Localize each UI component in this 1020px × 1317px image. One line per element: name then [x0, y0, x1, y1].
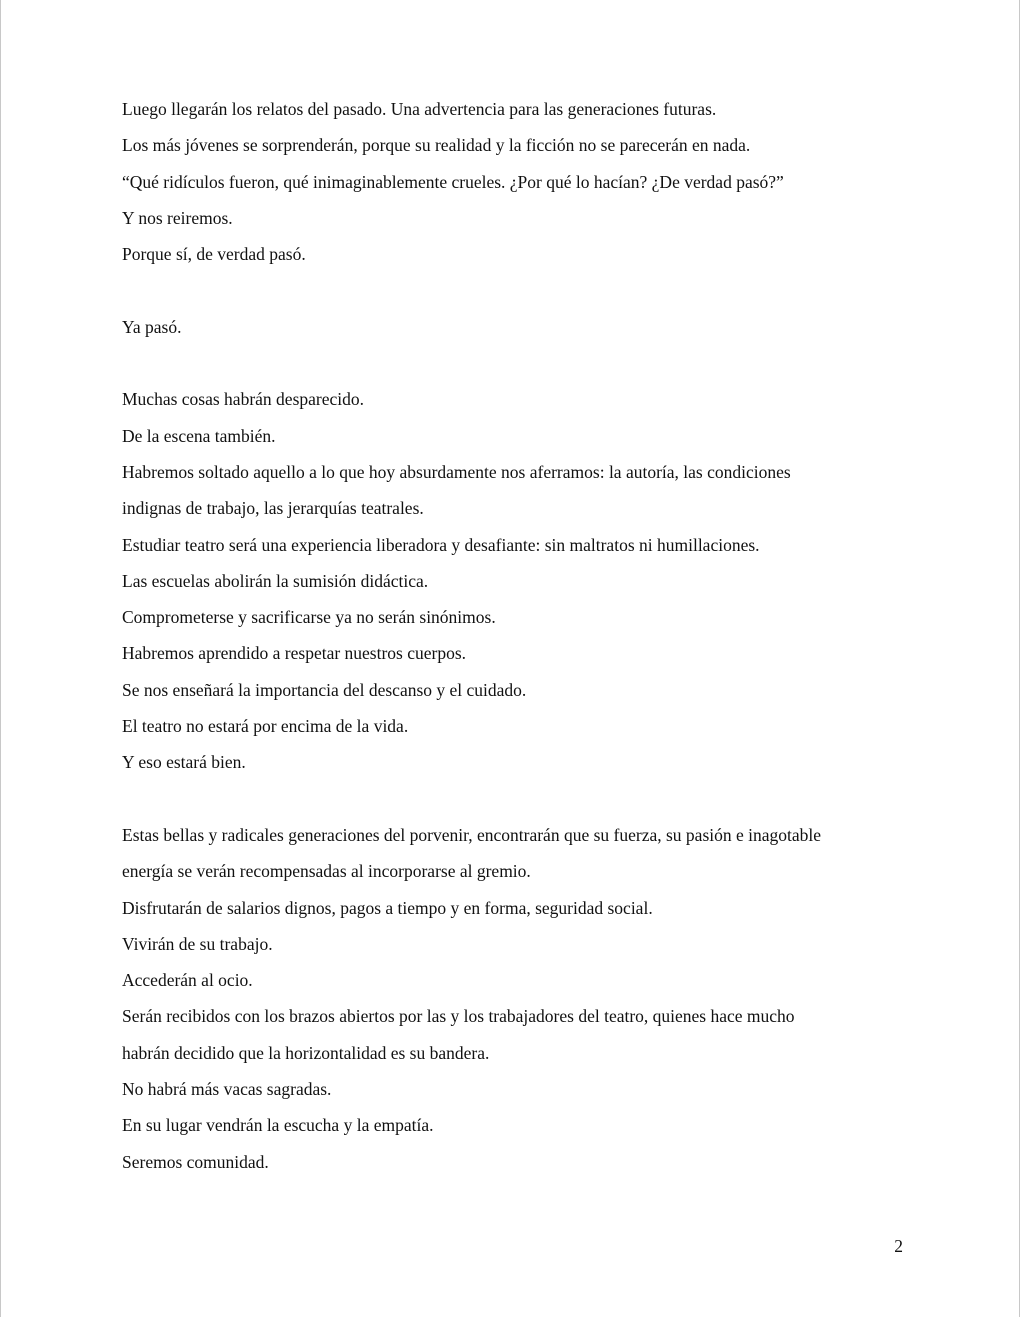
text-line: Accederán al ocio. [122, 970, 253, 991]
text-line: Los más jóvenes se sorprenderán, porque su realidad y la ficción no se parecerán en nada. [122, 135, 751, 156]
text-line: indignas de trabajo, las jerarquías teatrales. [122, 498, 424, 519]
text-line: Se nos enseñará la importancia del descanso y el cuidado. [122, 679, 527, 700]
text-line: En su lugar vendrán la escucha y la empatía. [122, 1115, 434, 1136]
text-line: energía se verán recompensadas al incorporarse al gremio. [122, 861, 531, 882]
paragraph-gap [122, 350, 912, 386]
text-line: Habremos aprendido a respetar nuestros cuerpos. [122, 643, 467, 664]
text-line: De la escena también. [122, 425, 276, 446]
paragraph-2 [122, 314, 912, 350]
paragraph-gap [122, 786, 912, 822]
text-line: “Qué ridículos fueron, qué inimaginablemente crueles. ¿Por qué lo hacían? ¿De verdad pasó?” [122, 171, 784, 192]
text-line: Seremos comunidad. [122, 1151, 269, 1172]
text-line: Luego llegarán los relatos del pasado. Una advertencia para las generaciones futuras. [122, 99, 717, 119]
paragraph-1 [122, 96, 912, 277]
paragraph-3 [122, 386, 912, 785]
page-body [122, 96, 912, 1185]
text-line: Y nos reiremos. [122, 207, 233, 228]
paragraph-gap [122, 277, 912, 313]
text-line: Ya pasó. [122, 316, 182, 337]
text-line: Comprometerse y sacrificarse ya no serán sinónimos. [122, 607, 496, 628]
text-line: Estudiar teatro será una experiencia liberadora y desafiante: sin maltratos ni humillaciones. [122, 534, 760, 555]
text-line: El teatro no estará por encima de la vida. [122, 716, 409, 737]
text-line: Habremos soltado aquello a lo que hoy absurdamente nos aferramos: la autoría, las condiciones [122, 461, 791, 482]
text-line: Estas bellas y radicales generaciones del porvenir, encontrarán que su fuerza, su pasión e inagotable [122, 824, 822, 845]
page-number: 2 [894, 1236, 903, 1256]
text-line: Porque sí, de verdad pasó. [122, 244, 306, 265]
text-line: No habrá más vacas sagradas. [122, 1079, 332, 1100]
text-line: Disfrutarán de salarios dignos, pagos a tiempo y en forma, seguridad social. [122, 897, 653, 918]
text-line: Muchas cosas habrán desparecido. [122, 389, 364, 410]
paragraph-4 [122, 822, 912, 1185]
text-line: Serán recibidos con los brazos abiertos por las y los trabajadores del teatro, quienes hace mucho [122, 1006, 795, 1027]
text-line: habrán decidido que la horizontalidad es su bandera. [122, 1042, 490, 1063]
text-line: Vivirán de su trabajo. [122, 933, 273, 954]
text-line: Las escuelas abolirán la sumisión didáctica. [122, 570, 429, 591]
text-line: Y eso estará bien. [122, 752, 246, 773]
